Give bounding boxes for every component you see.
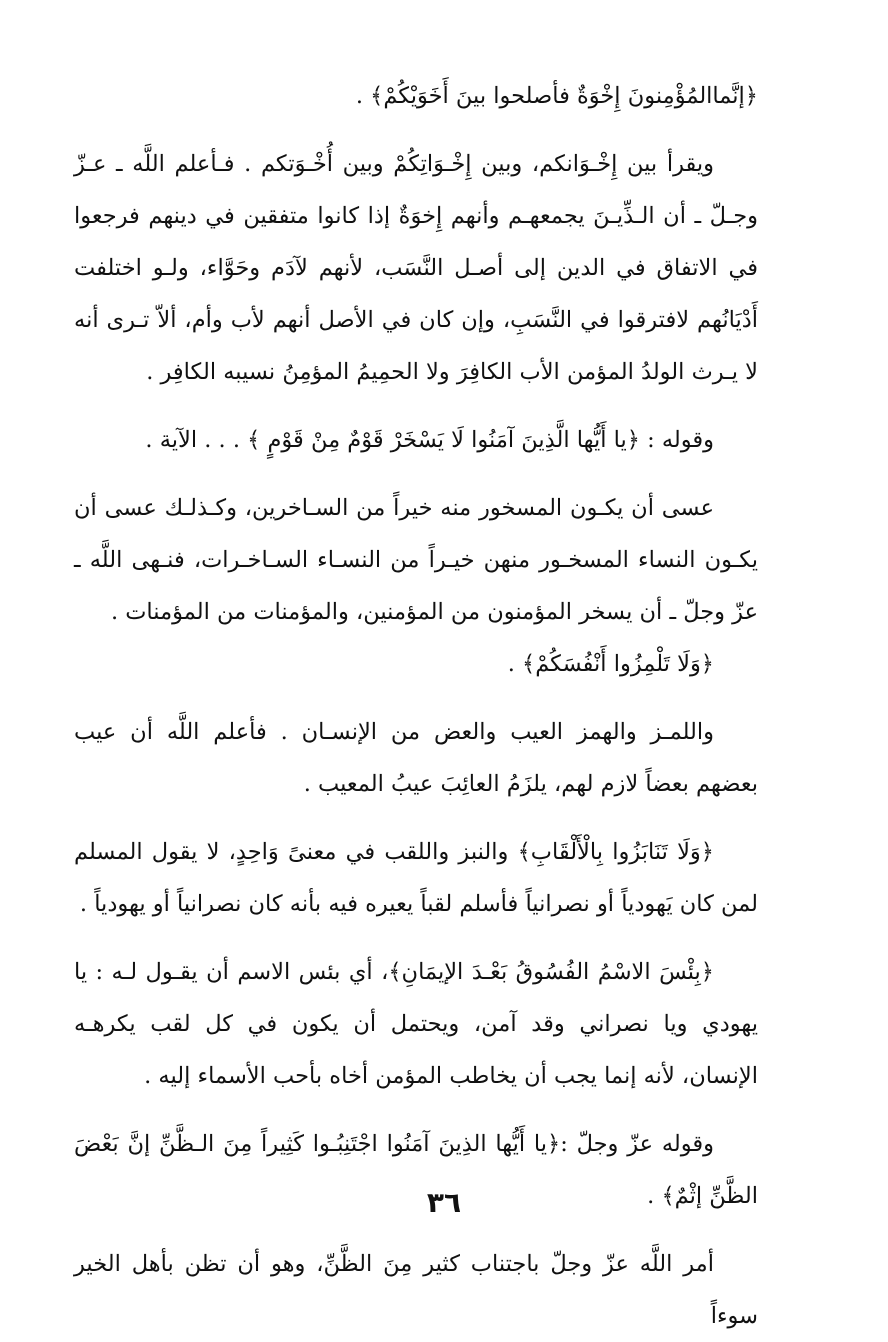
tafsir-paragraph-4: عسى أن يكـون المسخور منه خيراً من السـاخرين، وكـذلـك عسى أن يكـون النساء المسخـور منهن خيـراً من النسـاء السـاخـرات، فنـهى اللَّه ـ عزّ وجلّ ـ أن يسخر المؤمنون من المؤمنين، والمؤمنات من المؤمنات . [74,495,758,625]
book-page [74,70,758,1329]
tafsir-paragraph-8: ﴿بِئْسَ الاسْمُ الفُسُوقُ بَعْـدَ الإيمَانِ﴾، أي بئس الاسم أن يقـول لـه : يا يهودي ويا نصراني وقد آمن، ويحتمل أن يكون في كل لقب يكرهـه الإنسان، لأنه إنما يجب أن يخاطب المؤمن أخاه بأحب الأسماء إليه . [74,959,758,1089]
verse-paragraph-9: وقوله عزّ وجلّ :﴿يا أَيُّها الذِينَ آمَنُوا اجْتَنِبُـوا كَثِيراً مِنَ الـظَّنِّ إنَّ بَعْضَ الظَّنِّ إثْمٌ﴾ . [74,1131,758,1209]
tafsir-paragraph-7: ﴿وَلَا تَنَابَزُوا بِالْأَلْقَابِ﴾ والنبز واللقب في معنىً وَاحِدٍ، لا يقول المسلم لمن كان يَهودياً أو نصرانياً فأسلم لقباً يعيره فيه بأنه كان نصرانياً أو يهودياً . [74,839,758,917]
verse-paragraph-3: وقوله : ﴿يا أَيُّها الَّذِينَ آمَنُوا لَا يَسْخَرْ قَوْمٌ مِنْ قَوْمٍ ﴾ . . . الآية . [145,427,714,453]
verse-paragraph-5: ﴿وَلَا تَلْمِزُوا أَنْفُسَكُمْ﴾ . [507,651,714,677]
tafsir-paragraph-10: أمر اللَّه عزّ وجلّ باجتناب كثير مِنَ الظَّنِّ، وهو أن تظن بأهل الخير سوءاً [74,1251,758,1329]
tafsir-paragraph-2: ويقرأ بين إِخْـوَانكم، وبين إِخْـوَاتِكُمْ وبين أُخْـوَتكم . فـأعلم اللَّه ـ عـزّ وجـلّ ـ أن الـذِّيـنَ يجمعهـم وأنهم إِخوَةٌ إذا كانوا متفقين في دينهم فرجعوا في الاتفاق في الدين إلى أصـل النَّسَب، لأنهم لآدَم وحَوَّاء، ولـو اختلفت أَدْيَانُهم لافترقوا في النَّسَبِ، وإن كان في الأصل أنهم لأب وأم، ألاّ تـرى أنه لا يـرث الولدُ المؤمن الأب الكافِرَ ولا الحمِيمُ المؤمِنُ نسيبه الكافِر . [74,151,758,385]
tafsir-paragraph-6: واللمـز والهمز العيب والعض من الإنسـان . فأعلم اللَّه أن عيب بعضهم بعضاً لازم لهم، يلزَمُ العائِبَ عيبُ المعيب . [74,719,758,797]
page-number: ٣٦ [426,1186,462,1219]
verse-paragraph-1: ﴿إنَّماالمُؤْمِنونَ إِخْوَةٌ فأصلحوا بينَ أَخَوَيْكُمْ﴾ . [355,83,758,109]
